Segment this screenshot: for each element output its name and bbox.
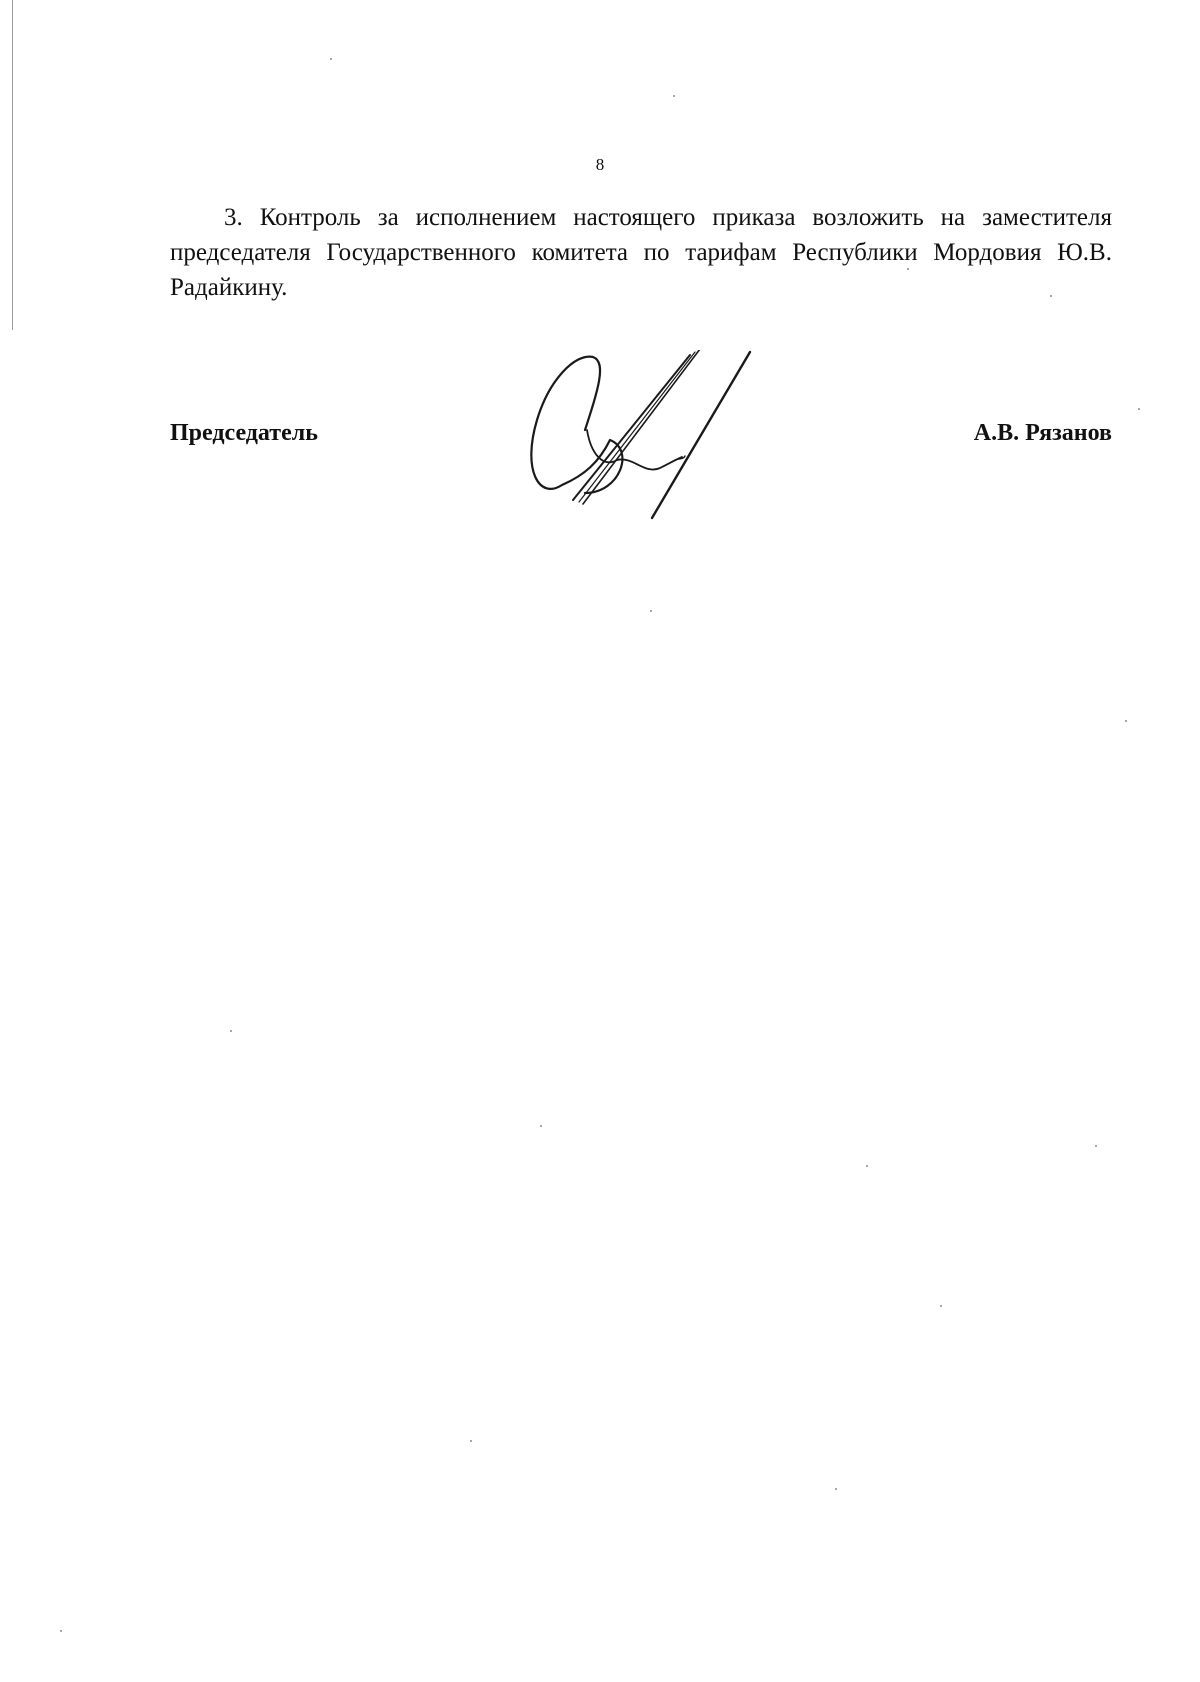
- paragraph-text: 3. Контроль за исполнением настоящего приказа возложить на заместителя председателя Государственного комитета по тарифам Республики Мордовия Ю.В. Радайкину.: [170, 204, 1112, 301]
- scan-speck: [1095, 1145, 1097, 1147]
- scan-speck: [1125, 720, 1127, 722]
- scan-speck: [835, 1488, 837, 1490]
- scan-speck: [673, 95, 675, 97]
- scan-speck: [1138, 408, 1140, 410]
- signatory-name: А.В. Рязанов: [973, 420, 1112, 446]
- scan-speck: [866, 1165, 868, 1167]
- scan-speck: [470, 1440, 472, 1442]
- scan-speck: [60, 1630, 62, 1632]
- scan-speck: [330, 58, 332, 60]
- scan-speck: [1050, 295, 1052, 297]
- scan-speck: [940, 1305, 942, 1307]
- handwritten-signature: [525, 350, 805, 550]
- scan-speck: [650, 610, 652, 612]
- scan-speck: [230, 1030, 232, 1032]
- scan-speck: [907, 268, 909, 270]
- signatory-title: Председатель: [170, 420, 318, 446]
- scan-speck: [540, 1125, 542, 1127]
- page-number: 8: [595, 155, 605, 174]
